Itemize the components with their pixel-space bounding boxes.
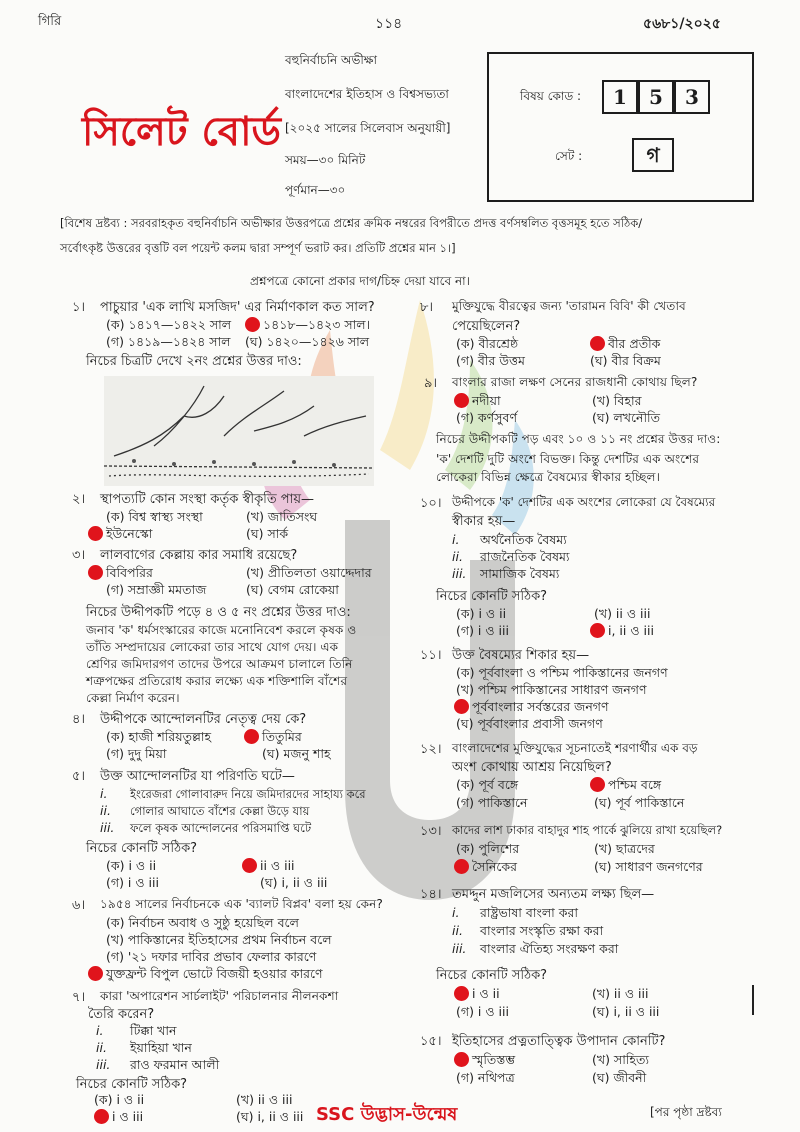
q2-number: ২। [72, 492, 86, 507]
q9-option-d: (ঘ) লখনৌতি [592, 410, 660, 425]
q10-statement-i: অর্থনৈতিক বৈষম্য [480, 532, 567, 547]
q13-number: ১৩। [420, 824, 442, 839]
q7-which-correct: নিচের কোনটি সঠিক? [76, 1077, 188, 1092]
picture-intro: নিচের চিত্রটি দেখে ২নং প্রশ্নের উত্তর দাও: [86, 354, 302, 369]
q14-option-a-marked: i ও ii [454, 986, 500, 1006]
roman-numeral-ii: ii. [100, 803, 111, 818]
answer-mark-icon [88, 526, 103, 541]
stem45-line: কেল্লা নির্মাণ করেন। [86, 691, 180, 705]
subject-code-digit: 1 [602, 80, 638, 114]
q1-option-d: (ঘ) ১৪২০—১৪২৬ সাল [245, 334, 370, 349]
q7-statement-i: টিক্কা খান [130, 1023, 177, 1038]
q14-statement-ii: বাংলার সংস্কৃতি রক্ষা করা [480, 923, 604, 938]
q10-text-cont: স্বীকার হয়— [452, 514, 516, 529]
q5-option-a: (ক) i ও ii [106, 858, 157, 873]
q8-option-d: (ঘ) বীর বিক্রম [590, 353, 661, 368]
set-label: সেট : [555, 149, 583, 163]
exam-type: বহুনির্বাচনি অভীক্ষা [285, 53, 377, 67]
q12-option-a: (ক) পূর্ব বঙ্গে [456, 777, 519, 792]
roman-numeral-i: i. [100, 786, 108, 801]
q12-text: বাংলাদেশের মুক্তিযুদ্ধের সূচনাতেই শরণার্থীর এক বড় [452, 741, 698, 755]
subject-name: বাংলাদেশের ইতিহাস ও বিশ্বসভ্যতা [285, 87, 449, 101]
q15-option-b: (খ) সাহিত্য [592, 1052, 649, 1067]
page-number: ১১৪ [375, 16, 403, 32]
q11-option-c-marked: পূর্ববাংলার সর্বস্তরের জনগণ [454, 699, 609, 719]
q10-text: উদ্দীপকে 'ক' দেশটির এক অংশের লোকেরা যে বৈষম্যের [452, 495, 716, 509]
answer-mark-icon [590, 777, 605, 792]
answer-mark-icon [244, 729, 259, 744]
code-number: ৫৬৮১/২০২৫ [643, 16, 721, 32]
set-value: গ [632, 138, 674, 172]
q1-option-b-marked: ১৪১৮—১৪২৩ সাল। [245, 317, 370, 337]
q7-option-a: (ক) i ও ii [94, 1092, 145, 1107]
q15-option-d: (ঘ) জীবনী [592, 1070, 647, 1085]
roman-numeral-i: i. [96, 1023, 104, 1038]
q9-text: বাংলার রাজা লক্ষণ সেনের রাজধানী কোথায় ছিল? [452, 375, 698, 389]
q4-number: ৪। [72, 712, 86, 727]
q15-option-a-marked: স্মৃতিস্তম্ভ [454, 1052, 515, 1072]
instruction-line-2: সর্বোৎকৃষ্ট উত্তরের বৃত্তটি বল পয়েন্ট কলম দ্বারা সম্পূর্ণ ভরাট কর। প্রতিটি প্রশ্নের মান ১।] [60, 241, 456, 255]
subject-code-label: বিষয় কোড : [520, 89, 582, 103]
q12-text-cont: অংশ কোথায় আশ্রয় নিয়েছিল? [452, 760, 612, 775]
answer-mark-icon [454, 986, 469, 1001]
roman-numeral-i: i. [452, 532, 460, 547]
q13-option-a: (ক) পুলিশের [456, 841, 520, 856]
q4-option-c: (গ) দুদু মিয়া [106, 746, 167, 761]
q7-statement-iii: রাও ফরমান আলী [130, 1057, 220, 1072]
q12-option-c: (গ) পাকিস্তানে [456, 795, 528, 810]
q8-option-c: (গ) বীর উত্তম [456, 353, 525, 368]
q2-option-a: (ক) বিশ্ব স্বাস্থ্য সংস্থা [106, 509, 203, 524]
q14-number: ১৪। [420, 887, 442, 902]
q11-option-a: (ক) পূর্ববাংলা ও পশ্চিম পাকিস্তানের জনগণ [456, 665, 668, 680]
q5-option-d: (ঘ) i, ii ও iii [260, 875, 328, 890]
q3-number: ৩। [72, 548, 86, 563]
q5-number: ৫। [72, 769, 86, 784]
answer-mark-icon [454, 699, 469, 714]
next-page-note: [পর পৃষ্ঠা দ্রষ্টব্য [650, 1105, 722, 1119]
q1-text: পাচুয়ার 'এক লাখি মসজিদ' এর নির্মাণকাল কত সাল? [100, 300, 375, 315]
stem1011-line: 'ক' দেশটি দুটি অংশে বিভক্ত। কিন্তু দেশটির এক অংশের [436, 452, 700, 466]
syllabus-note: [২০২৫ সালের সিলেবাস অনুযায়ী] [285, 121, 451, 135]
roman-numeral-ii: ii. [452, 923, 463, 938]
q5-statement-ii: গোলার আঘাতে বাঁশের কেল্লা উড়ে যায় [130, 804, 310, 818]
q2-text: স্থাপত্যটি কোন সংস্থা কর্তৃক স্বীকৃতি পায়— [100, 492, 315, 507]
q8-text: মুক্তিযুদ্ধে বীরত্বের জন্য 'তারামন বিবি' কী খেতাব [452, 299, 686, 313]
stem45-line: শত্রুপক্ষের প্রতিরোধ করার লক্ষ্যে এক শক্তিশালি বাঁশের [86, 674, 348, 688]
q9-option-a-marked: নদীয়া [454, 393, 501, 413]
q5-text: উক্ত আন্দোলনটির যা পরিণতি ঘটে— [100, 769, 295, 784]
q7-option-b: (খ) ii ও iii [236, 1092, 293, 1107]
q12-number: ১২। [420, 742, 442, 757]
q6-number: ৬। [72, 898, 86, 913]
board-title: সিলেট বোর্ড [82, 109, 281, 155]
q14-option-c: (গ) i ও iii [456, 1004, 509, 1019]
q1-option-a: (ক) ১৪১৭—১৪২২ সাল [106, 317, 232, 332]
q11-number: ১১। [420, 648, 442, 663]
full-marks: পূর্ণমান—৩০ [285, 183, 346, 197]
q13-option-c-marked: সৈনিকের [454, 859, 517, 879]
q11-option-d: (ঘ) পূর্ববাংলার প্রবাসী জনগণ [456, 716, 603, 731]
q5-statement-iii: ফলে কৃষক আন্দোলনের পরিসমাপ্তি ঘটে [130, 821, 312, 835]
margin-mark [752, 985, 754, 1015]
q14-statement-iii: বাংলার ঐতিহ্য সংরক্ষণ করা [480, 941, 619, 956]
roman-numeral-iii: iii. [96, 1057, 111, 1072]
q2-option-b: (খ) জাতিসংঘ [246, 509, 318, 524]
q7-option-c-marked: i ও iii [94, 1109, 143, 1129]
answer-mark-icon [88, 966, 103, 981]
q3-text: লালবাগের কেল্লায় কার সমাধি রয়েছে? [100, 548, 298, 563]
footer-brand: SSC উদ্ভাস-উন্মেষ [316, 1104, 458, 1125]
answer-mark-icon [454, 393, 469, 408]
q6-option-c: (গ) '২১ দফার দাবির প্রভাব ফেলার কারণে [106, 949, 317, 964]
roman-numeral-iii: iii. [452, 566, 467, 581]
answer-mark-icon [590, 336, 605, 351]
q12-option-d: (ঘ) পূর্ব পাকিস্তানে [594, 795, 685, 810]
roman-numeral-ii: ii. [96, 1040, 107, 1055]
q14-text: তমদ্দুন মজলিসের অন্যতম লক্ষ্য ছিল— [452, 887, 655, 902]
q7-option-d: (ঘ) i, ii ও iii [236, 1109, 304, 1124]
q10-option-b: (খ) ii ও iii [594, 606, 651, 621]
q7-statement-ii: ইয়াহিয়া খান [130, 1040, 192, 1055]
q7-number: ৭। [72, 990, 86, 1005]
q10-option-c: (গ) i ও iii [456, 623, 509, 638]
answer-mark-icon [88, 565, 103, 580]
q11-text: উক্ত বৈষম্যের শিকার হয়— [452, 648, 590, 663]
q6-option-a: (ক) নির্বাচন অবাধ ও সুষ্ঠু হয়েছিল বলে [106, 915, 299, 930]
roman-numeral-iii: iii. [452, 941, 467, 956]
q4-text: উদ্দীপকে আন্দোলনটির নেতৃত্ব দেয় কে? [100, 712, 307, 727]
subject-code-digit: 3 [674, 80, 710, 114]
q12-option-b-marked: পশ্চিম বঙ্গে [590, 777, 661, 797]
q4-option-b-marked: তিতুমির [244, 729, 302, 749]
answer-mark-icon [242, 858, 257, 873]
q15-option-c: (গ) নথিপত্র [456, 1070, 515, 1085]
subject-code-digit: 5 [638, 80, 674, 114]
answer-mark-icon [94, 1109, 109, 1124]
q8-option-b-marked: বীর প্রতীক [590, 336, 660, 356]
q14-option-b: (খ) ii ও iii [592, 986, 649, 1001]
q6-option-b: (খ) পাকিস্তানের ইতিহাসের প্রথম নির্বাচন বলে [106, 932, 332, 947]
q13-option-b: (খ) ছাত্রদের [594, 841, 655, 856]
q10-statement-iii: সামাজিক বৈষম্য [480, 566, 560, 581]
q1-number: ১। [72, 300, 86, 315]
stem1011-intro: নিচের উদ্দীপকটি পড় এবং ১০ ও ১১ নং প্রশ্নের উত্তর দাও: [436, 432, 721, 446]
roman-numeral-ii: ii. [452, 549, 463, 564]
q14-option-d: (ঘ) i, ii ও iii [592, 1004, 660, 1019]
q10-number: ১০। [420, 496, 442, 511]
q8-option-a: (ক) বীরশ্রেষ্ঠ [456, 336, 519, 351]
q3-option-c: (গ) সম্রাজ্ঞী মমতাজ [106, 582, 207, 597]
q2-option-d: (ঘ) সার্ক [246, 526, 289, 541]
q10-option-a: (ক) i ও ii [456, 606, 507, 621]
q5-which-correct: নিচের কোনটি সঠিক? [86, 841, 198, 856]
header-left-label: গিরি [38, 14, 62, 29]
q6-option-d-marked: যুক্তফ্রন্ট বিপুল ভোটে বিজয়ী হওয়ার কারণে [88, 966, 323, 986]
q10-which-correct: নিচের কোনটি সঠিক? [436, 589, 548, 604]
answer-mark-icon [454, 859, 469, 874]
q5-option-b-marked: ii ও iii [242, 858, 295, 878]
q3-option-d: (ঘ) বেগম রোকেয়া [246, 582, 339, 597]
tree-sketch-image [104, 376, 374, 486]
roman-numeral-iii: iii. [100, 820, 115, 835]
answer-mark-icon [590, 623, 605, 638]
q10-option-d-marked: i, ii ও iii [590, 623, 654, 643]
stem45-line: তাঁতি সম্প্রদায়ের লোকেরা তার সাথে যোগ দেয়। এক [86, 640, 339, 654]
q9-option-b: (খ) বিহার [592, 393, 642, 408]
no-marks-notice: প্রশ্নপত্রে কোনো প্রকার দাগ/চিহ্ন দেয়া যাবে না। [250, 274, 470, 288]
q14-which-correct: নিচের কোনটি সঠিক? [436, 968, 548, 983]
answer-mark-icon [454, 1052, 469, 1067]
q5-statement-i: ইংরেজরা গোলাবারুদ নিয়ে জমিদারদের সাহায্য করে [130, 787, 366, 801]
stem45-intro: নিচের উদ্দীপকটি পড়ে ৪ ও ৫ নং প্রশ্নের উত্তর দাও: [86, 605, 351, 620]
q3-option-b: (খ) প্রীতিলতা ওয়াদ্দেদার [246, 565, 372, 580]
answer-mark-icon [245, 317, 260, 332]
q8-text-cont: পেয়েছিলেন? [452, 319, 521, 334]
q5-option-c: (গ) i ও iii [106, 875, 159, 890]
q9-option-c: (গ) কর্ণসুবর্ণ [456, 410, 517, 425]
time-allowed: সময়—৩০ মিনিট [285, 153, 366, 167]
q14-statement-i: রাষ্ট্রভাষা বাংলা করা [480, 905, 579, 920]
q6-text: ১৯৫৪ সালের নির্বাচনকে এক 'ব্যালট বিপ্লব' বলা হয় কেন? [100, 897, 383, 911]
code-box [487, 52, 754, 202]
q13-option-d: (ঘ) সাধারণ জনগণের [594, 859, 703, 874]
roman-numeral-i: i. [452, 905, 460, 920]
q15-number: ১৫। [420, 1034, 442, 1049]
q15-text: ইতিহাসের প্রত্নতাত্ত্বিক উপাদান কোনটি? [452, 1034, 666, 1049]
q7-text-cont: তৈরি করেন? [88, 1007, 155, 1022]
q13-text: কাদের লাশ ঢাকার বাহাদুর শাহ পার্কে ঝুলিয়ে রাখা হয়েছিল? [452, 823, 723, 837]
instruction-line-1: [বিশেষ দ্রষ্টব্য : সরবরাহকৃত বহুনির্বাচনি অভীক্ষার উত্তরপত্রে প্রশ্নের ক্রমিক নম্বরের বিপরীতে প্রদত্ত বর্ণসম্বলিত বৃত্তসমূহ হতে সঠিক/ [60, 216, 643, 230]
q9-number: ৯। [424, 376, 438, 391]
q4-option-d: (ঘ) মজনু শাহ [262, 746, 331, 761]
stem45-line: শ্রেণির জমিদারগণ তাদের উপরে আক্রমণ চালালে তিনি [86, 657, 353, 671]
stem45-line: জনাব 'ক' ধর্মসংস্কারের কাজে মনোনিবেশ করলে কৃষক ও [86, 623, 357, 637]
q2-option-c-marked: ইউনেস্কো [88, 526, 152, 546]
stem1011-line: লোকেরা বিভিন্ন ক্ষেত্রে বৈষম্যের স্বীকার হচ্ছিল। [436, 470, 660, 484]
q1-option-c: (গ) ১৪১৯—১৪২৪ সাল [106, 334, 231, 349]
q7-text: কারা 'অপারেশন সার্চলাইট' পরিচালনার নীলনকশা [100, 989, 339, 1003]
q4-option-a: (ক) হাজী শরিয়তুল্লাহ [106, 729, 212, 744]
q3-option-a-marked: বিবিপরির [88, 565, 153, 585]
q11-option-b: (খ) পশ্চিম পাকিস্তানের সাধারণ জনগণ [456, 682, 647, 697]
q8-number: ৮। [420, 300, 434, 315]
q10-statement-ii: রাজনৈতিক বৈষম্য [480, 549, 570, 564]
